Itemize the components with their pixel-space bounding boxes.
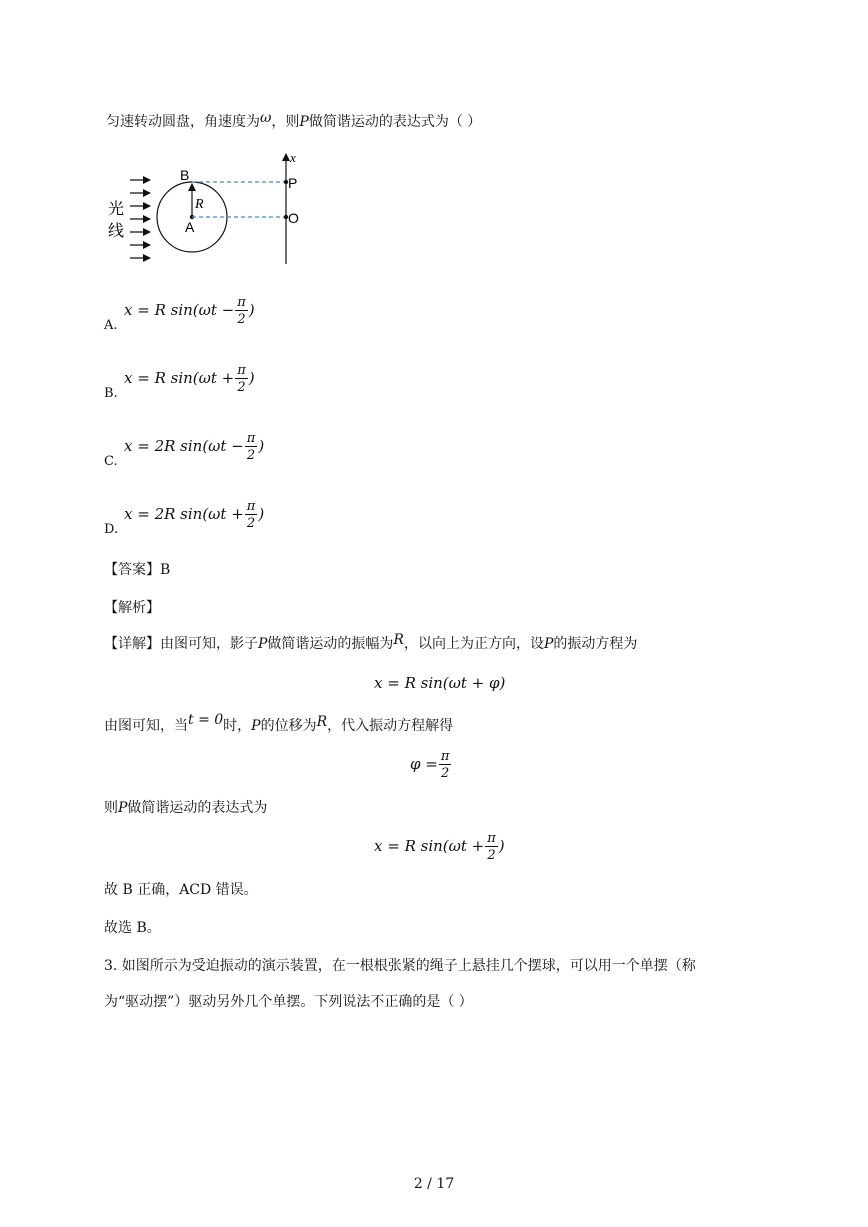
question-stem xyxy=(106,112,481,132)
option-letter: A. xyxy=(104,318,118,333)
label-P: P xyxy=(288,175,298,191)
option-letter: C. xyxy=(104,454,118,469)
equation-2: φ = $\frac{\pi}{2}$ xyxy=(410,749,450,781)
label-A: A xyxy=(185,219,195,235)
option-letter: B. xyxy=(104,386,118,401)
analysis-title: 【解析】 xyxy=(104,600,160,616)
formula-lhs: x = 2R sin(ωt + xyxy=(124,505,244,523)
equation-1: x = R sin(ωt + φ) xyxy=(374,674,506,692)
option-formula: x = 2R sin(ωt + $\frac{\pi}{2}$ ) xyxy=(124,499,265,531)
light-label-2: 线 xyxy=(108,221,125,240)
equation-3: x = R sin(ωt + $\frac{\pi}{2}$ ) xyxy=(374,831,505,863)
formula-lhs: x = R sin(ωt − xyxy=(124,301,235,319)
formula-lhs: x = 2R sin(ωt − xyxy=(124,437,244,455)
stem-text: 匀速转动圆盘，角速度为 xyxy=(106,114,260,130)
page-number: 2 / 17 xyxy=(413,1176,455,1192)
option-formula: x = R sin(ωt + $\frac{\pi}{2}$ ) xyxy=(124,363,255,395)
fraction: $\frac{\pi}{2}$ xyxy=(487,831,496,863)
light-label-1: 光 xyxy=(108,199,125,218)
fraction: $\frac{\pi}{2}$ xyxy=(246,499,256,531)
when-line: 由图可知，当t = 0时，P的位移为R，代入振动方程解得 xyxy=(104,712,454,734)
answer-line: 【答案】B xyxy=(104,562,171,578)
stem-text: 做简谐运动的表达式为（ ） xyxy=(308,114,482,130)
option-formula: x = R sin(ωt − $\frac{\pi}{2}$ ) xyxy=(124,295,255,327)
detail-line: 【详解】由图可知，影子P做简谐运动的振幅为R，以向上为正方向，设P的振动方程为 xyxy=(104,632,638,652)
conclusion-1: 故 B 正确，ACD 错误。 xyxy=(104,882,258,898)
conclusion-2: 故选 B。 xyxy=(104,920,161,936)
option-formula: x = 2R sin(ωt − $\frac{\pi}{2}$ ) xyxy=(124,431,265,463)
fraction: $\frac{\pi}{2}$ xyxy=(246,431,256,463)
omega-symbol: ω xyxy=(260,110,272,126)
question-3-line-2: 为“驱动摆”）驱动另外几个单摆。下列说法不正确的是（ ） xyxy=(104,994,473,1010)
option-letter: D. xyxy=(104,522,119,537)
var-P: P xyxy=(299,114,309,130)
fraction: $\frac{\pi}{2}$ xyxy=(237,363,246,395)
fraction: $\frac{\pi}{2}$ xyxy=(237,295,246,327)
then-line: 则P做简谐运动的表达式为 xyxy=(104,800,268,816)
disk-light-figure xyxy=(100,148,310,268)
figure-svg xyxy=(100,148,310,268)
formula-lhs: x = R sin(ωt + xyxy=(124,369,235,387)
light-ray-arrows xyxy=(130,180,150,258)
label-O: O xyxy=(288,210,299,226)
fraction: $\frac{\pi}{2}$ xyxy=(440,749,450,781)
x-axis-label: x xyxy=(290,150,296,165)
question-3-line-1: 3. 如图所示为受迫振动的演示装置，在一根根张紧的绳子上悬挂几个摆球，可以用一个单摆（称 xyxy=(104,958,696,974)
stem-text: ，则 xyxy=(271,114,300,130)
label-R: R xyxy=(195,197,204,212)
label-B: B xyxy=(180,167,190,183)
